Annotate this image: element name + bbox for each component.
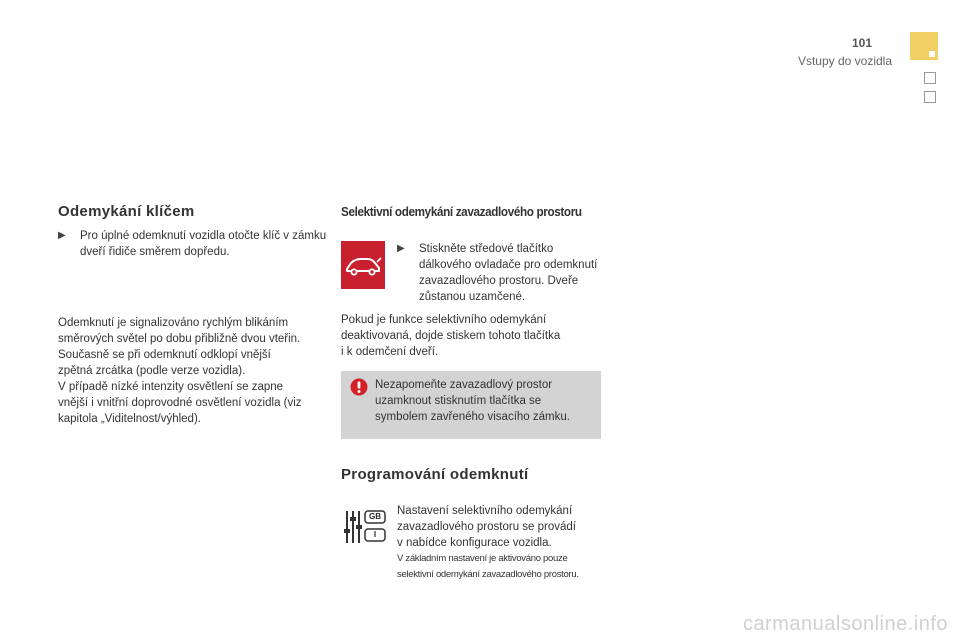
bullet-selective-unlocking (397, 241, 607, 305)
text-line: Současně se při odemknutí odklopí vnější (58, 349, 271, 361)
chapter-tab-active (910, 32, 938, 60)
text-line: směrových světel po dobu přibližně dvou vteřin. (58, 333, 301, 345)
chapter-tab-marker (929, 51, 935, 57)
bullet-text: Pro úplné odemknutí vozidla otočte klíč v zámku dveří řidiče směrem dopředu. (80, 230, 327, 258)
text-line: kapitola „Viditelnost/výhled). (58, 413, 201, 425)
text-line: Pokud je funkce selektivního odemykání (341, 314, 547, 326)
exclamation-warning-icon (350, 378, 368, 396)
text-line: Nastavení selektivního odemykání (397, 505, 573, 517)
chapter-tab-empty-2 (924, 91, 936, 103)
page-number: 101 (851, 36, 872, 50)
chapter-tab-empty-1 (924, 72, 936, 84)
text-line: deaktivovaná, dojde stiskem tohoto tlačítka (341, 330, 561, 342)
bullet-arrow-icon: ▶ (58, 230, 66, 241)
chapter-title: Vstupy do vozidla (797, 54, 892, 68)
section-title-selective-unlocking: Selektivní odemykání zavazadlového prostoru (341, 204, 582, 219)
text-line: i k odemčení dveří. (341, 346, 439, 358)
bullet-arrow-icon: ▶ (397, 243, 405, 254)
text-line: Odemknutí je signalizováno rychlým blikáním (58, 317, 289, 329)
language-label-i: I (373, 530, 377, 539)
note-default-setting (397, 551, 612, 583)
text-line: symbolem zavřeného visacího zámku. (375, 411, 570, 423)
paragraph-key-unlocking (58, 315, 330, 427)
text-line: V případě nízké intenzity osvětlení se zapne (58, 381, 284, 393)
bullet-text: Stiskněte středové tlačítko dálkového ovladače pro odemknutí zavazadlového prostoru. Dveře zůstanou uzamčené. (419, 243, 598, 303)
language-label-gb: GB (369, 512, 381, 521)
section-title-key-unlocking: Odemykání klíčem (58, 203, 195, 220)
text-line: uzamknout stisknutím tlačítka se (375, 395, 542, 407)
warning-text (375, 377, 600, 425)
configuration-sliders-icon (343, 509, 387, 545)
car-button-icon (341, 241, 385, 289)
paragraph-selective-unlocking (341, 312, 606, 360)
text-line: vnější i vnitřní doprovodné osvětlení vozidla (viz (58, 397, 302, 409)
text-line: zpětná zrcátka (podle verze vozidla). (58, 365, 246, 377)
text-line: selektivní odemykání zavazadlového prostoru. (397, 569, 579, 580)
text-line: Nezapomeňte zavazadlový prostor (375, 379, 553, 391)
paragraph-programming (397, 503, 607, 551)
bullet-key-unlocking (58, 228, 328, 260)
text-line: v nabídce konfigurace vozidla. (397, 537, 552, 549)
text-line: zavazadlového prostoru se provádí (397, 521, 576, 533)
section-title-programming: Programování odemknutí (341, 466, 529, 483)
text-line: V základním nastavení je aktivováno pouze (397, 553, 568, 564)
watermark: carmanualsonline.info (742, 613, 948, 635)
car-outline-icon (341, 241, 385, 289)
